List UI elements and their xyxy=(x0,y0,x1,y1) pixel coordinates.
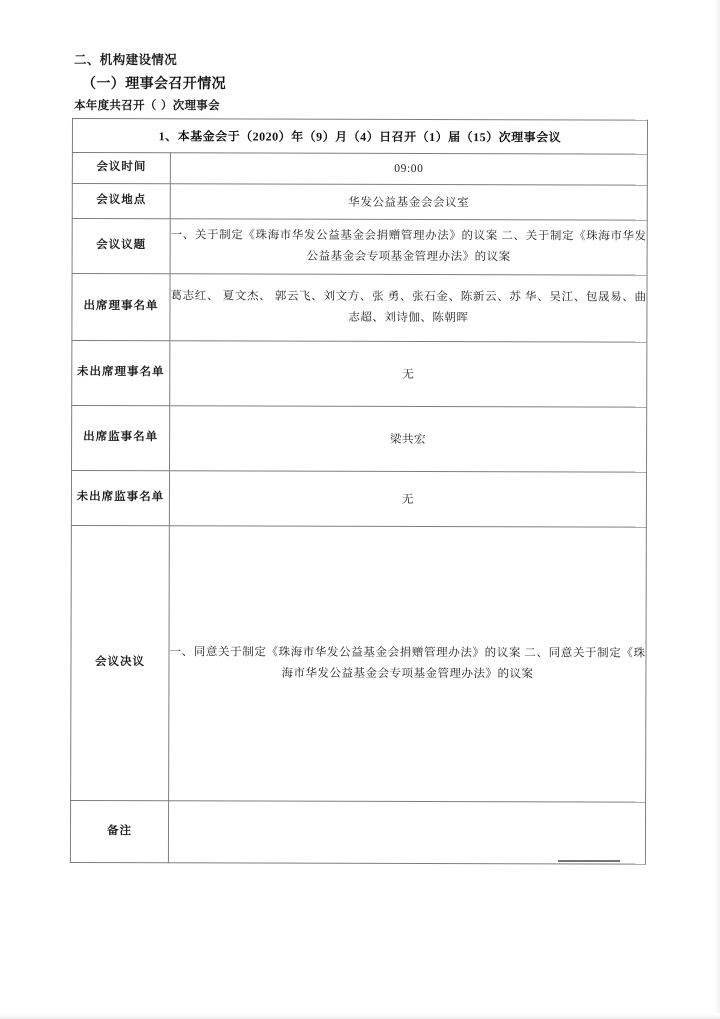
row-value-absent-supervisors: 无 xyxy=(169,471,646,527)
row-value-meeting-time: 09:00 xyxy=(170,153,647,185)
row-label-meeting-time: 会议时间 xyxy=(72,153,170,184)
row-label-resolution: 会议决议 xyxy=(71,525,170,800)
row-value-meeting-place: 华发公益基金会会议室 xyxy=(170,184,647,220)
table-row xyxy=(72,184,647,221)
table-row xyxy=(72,274,647,343)
section-heading: 二、机构建设情况 xyxy=(74,52,178,67)
board-meeting-table xyxy=(70,118,648,865)
row-label-agenda: 会议议题 xyxy=(72,219,170,274)
row-label-absent-directors: 未出席理事名单 xyxy=(72,341,170,406)
row-value-resolution: 一、同意关于制定《珠海市华发公益基金会捐赠管理办法》的议案 二、同意关于制定《珠海市华发公益基金会专项基金管理办法》的议案 xyxy=(169,526,647,802)
scan-edge-right xyxy=(713,0,720,1019)
row-label-attending-directors: 出席理事名单 xyxy=(72,274,170,341)
row-label-remark: 备注 xyxy=(70,800,168,862)
row-label-absent-supervisors: 未出席监事名单 xyxy=(71,471,169,526)
table-row xyxy=(71,525,647,802)
table-row xyxy=(72,341,647,408)
table-row-title xyxy=(72,119,647,155)
meeting-count-note: 本年度共召开（ ）次理事会 xyxy=(74,97,220,112)
row-value-agenda: 一、关于制定《珠海市华发公益基金会捐赠管理办法》的议案 二、关于制定《珠海市华发公益基金会专项基金管理办法》的议案 xyxy=(170,219,647,275)
meeting-title: 1、本基金会于（2020）年（9）月（4）日召开（1）届（15）次理事会议 xyxy=(72,119,647,155)
row-value-attending-directors: 葛志红、 夏文杰、 郭云飞、刘文方、张 勇、张石金、陈新云、苏 华、吴江、包晟易、曲志超、刘诗伽、陈朝晖 xyxy=(170,274,647,342)
headings-block xyxy=(74,52,654,113)
row-value-absent-directors: 无 xyxy=(170,341,647,407)
table-row xyxy=(72,406,647,473)
table-row xyxy=(72,219,647,276)
row-value-attending-supervisors: 梁共宏 xyxy=(170,406,647,472)
row-label-attending-supervisors: 出席监事名单 xyxy=(72,406,170,471)
scan-edge-bottom xyxy=(0,1013,720,1019)
board-meeting-table-wrapper xyxy=(70,118,648,865)
table-row xyxy=(71,471,646,528)
row-value-remark xyxy=(168,801,645,864)
row-label-meeting-place: 会议地点 xyxy=(72,184,170,219)
table-row xyxy=(72,153,647,186)
table-row xyxy=(70,800,645,864)
subsection-heading: （一）理事会召开情况 xyxy=(82,76,226,92)
scan-artifact-smudge xyxy=(558,860,620,862)
